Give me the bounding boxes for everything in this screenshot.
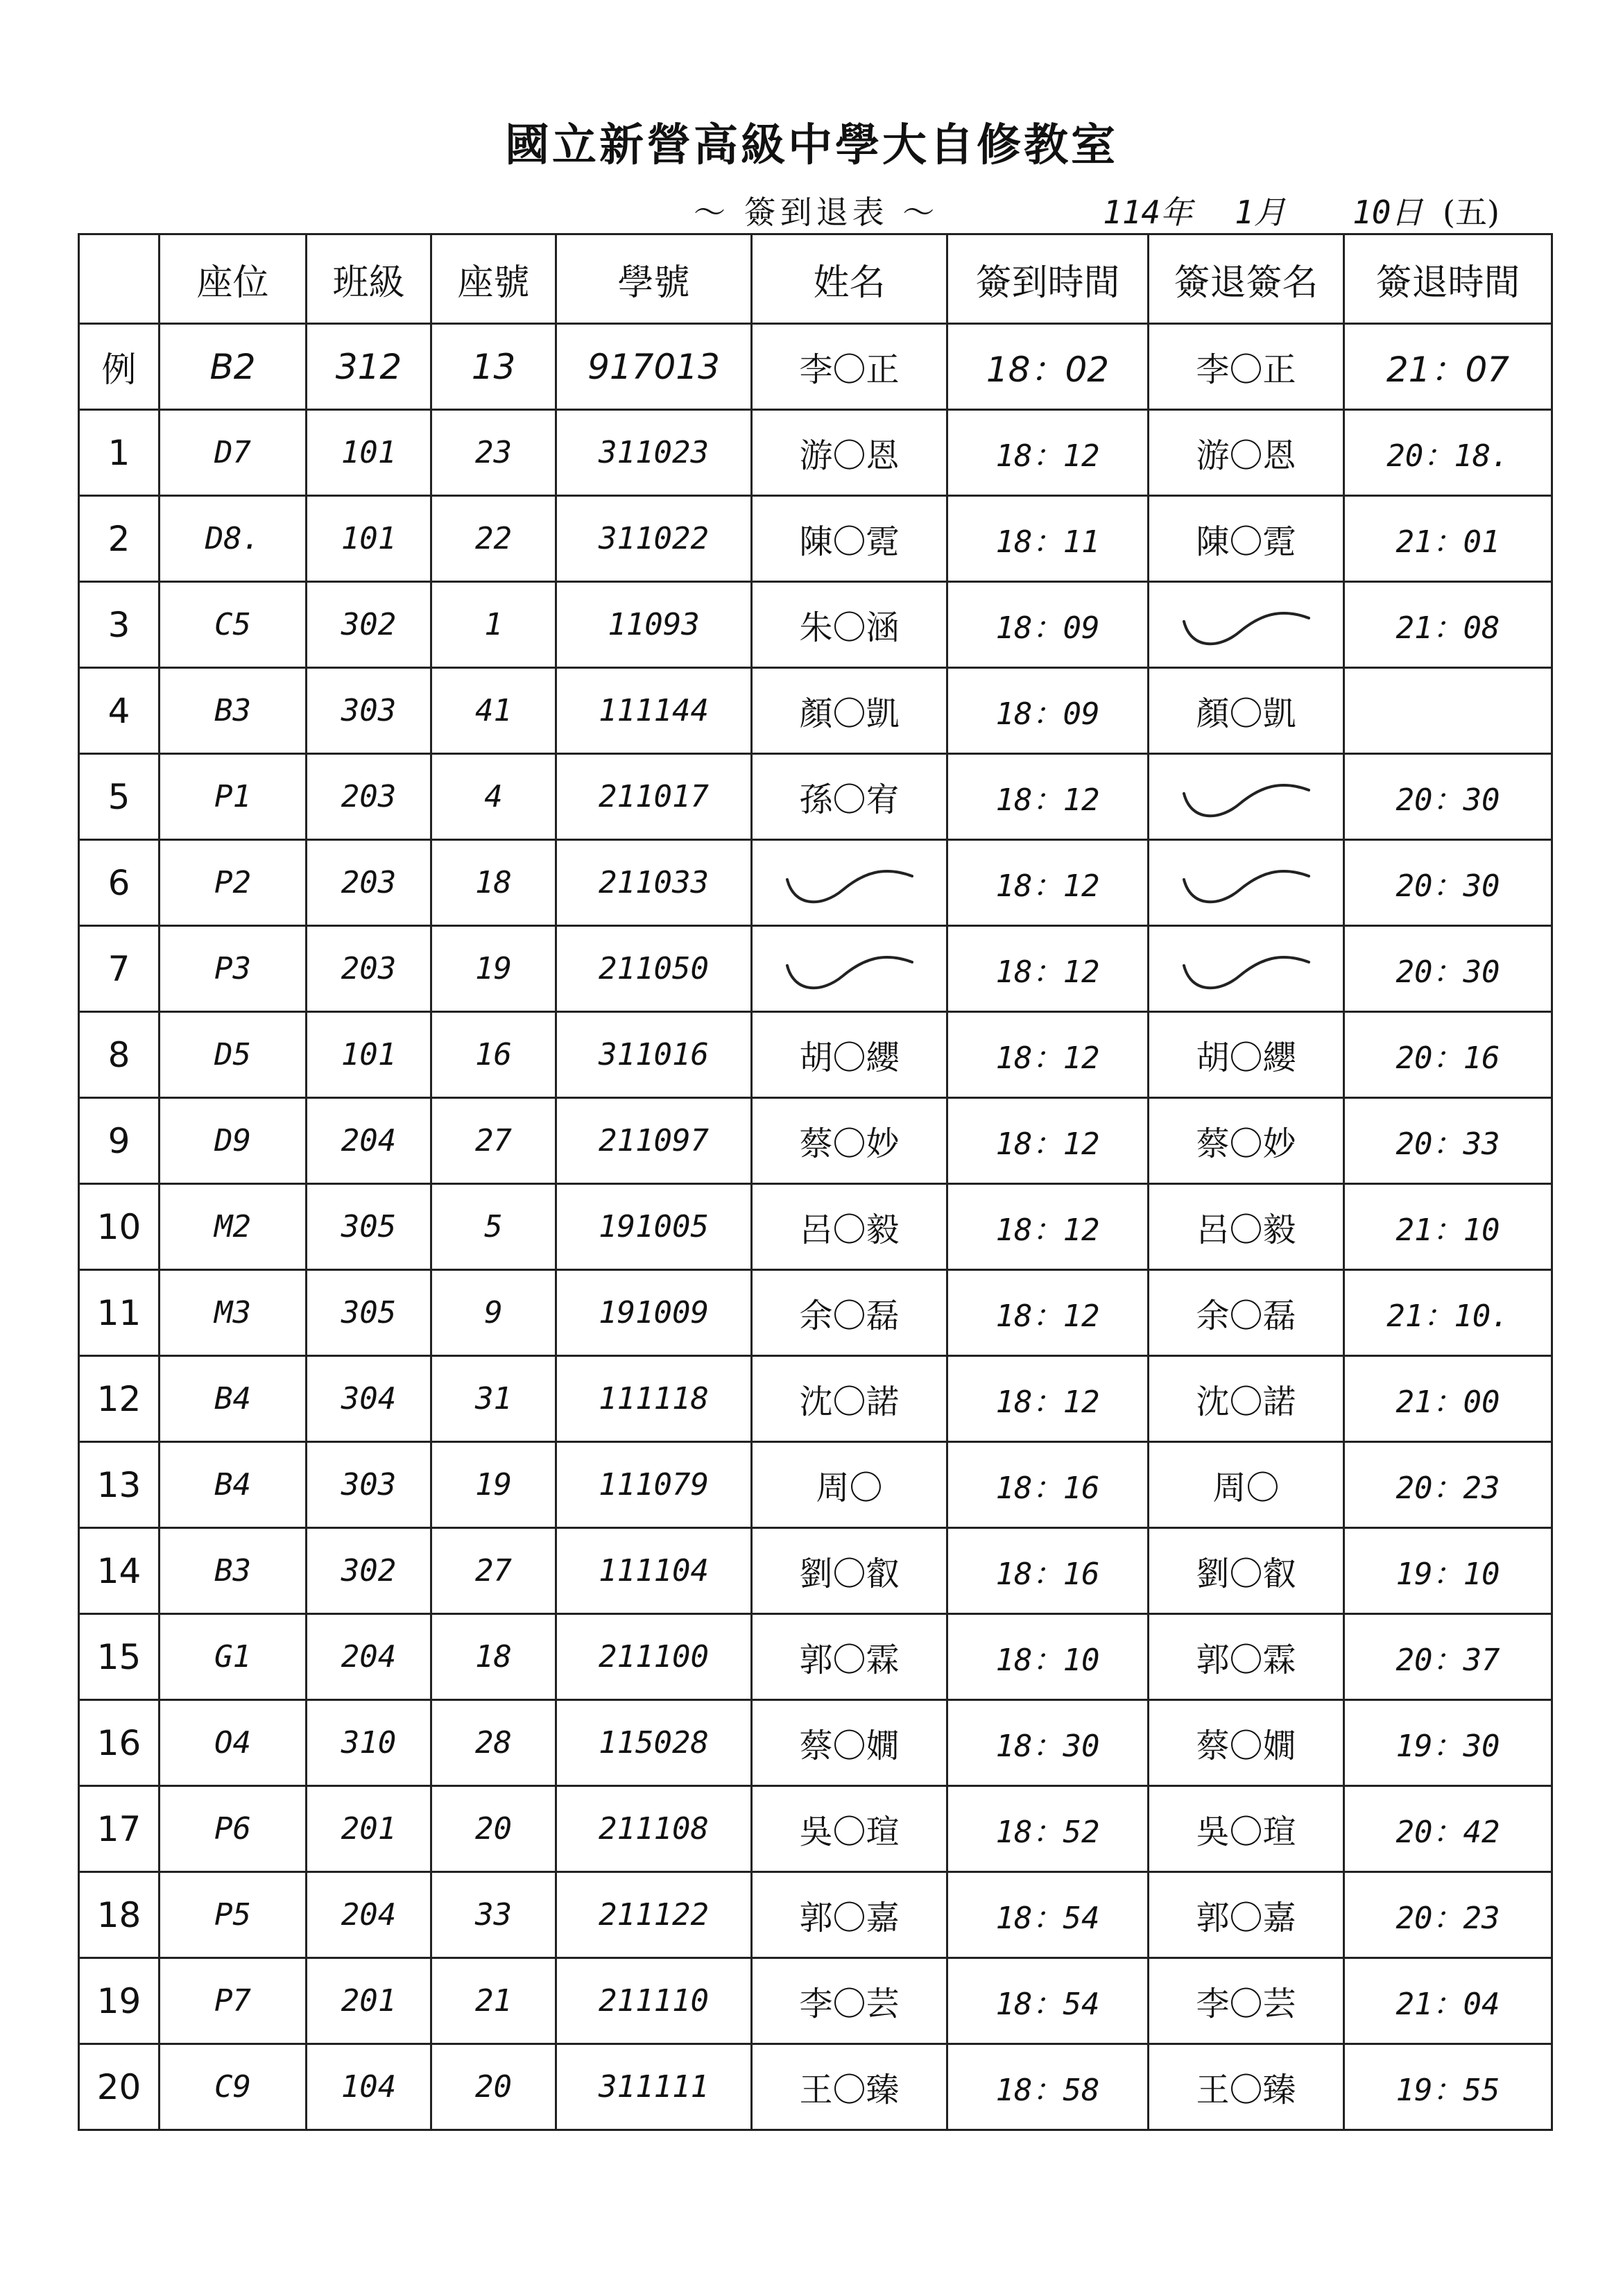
checkout-signature-cell: 劉〇叡 <box>1149 1528 1344 1614</box>
checkout-time-cell: 20：23 <box>1344 1872 1552 1958</box>
class-cell: 303 <box>307 1442 431 1528</box>
checkin-time-cell: 18：52 <box>947 1786 1149 1872</box>
seat-no-cell: 19 <box>431 1442 556 1528</box>
checkin-time-cell: 18：12 <box>947 1012 1149 1098</box>
seat-cell: P1 <box>160 754 307 840</box>
checkout-time-cell: 20：16 <box>1344 1012 1552 1098</box>
name-cell <box>752 840 947 926</box>
checkout-signature-cell <box>1149 840 1344 926</box>
name-cell: 余〇磊 <box>752 1270 947 1356</box>
row-number: 2 <box>79 496 160 582</box>
table-row <box>79 1356 1552 1442</box>
checkout-time-cell <box>1344 668 1552 754</box>
signature-scribble <box>1177 773 1316 821</box>
name-cell: 郭〇嘉 <box>752 1872 947 1958</box>
seat-no-cell: 31 <box>431 1356 556 1442</box>
checkout-time-cell: 21：00 <box>1344 1356 1552 1442</box>
seat-no-cell: 27 <box>431 1528 556 1614</box>
name-cell: 王〇臻 <box>752 2044 947 2130</box>
checkout-time-cell: 20：30 <box>1344 926 1552 1012</box>
row-number: 6 <box>79 840 160 926</box>
row-number: 8 <box>79 1012 160 1098</box>
seat-cell: P3 <box>160 926 307 1012</box>
checkout-time-cell: 19：30 <box>1344 1700 1552 1786</box>
student-id-cell: 211033 <box>556 840 752 926</box>
signature-scribble <box>1177 859 1316 907</box>
name-cell: 胡〇纓 <box>752 1012 947 1098</box>
checkout-time-cell: 20：30 <box>1344 840 1552 926</box>
seat-cell: O4 <box>160 1700 307 1786</box>
class-cell: 305 <box>307 1184 431 1270</box>
class-cell: 104 <box>307 2044 431 2130</box>
checkout-signature-cell: 胡〇纓 <box>1149 1012 1344 1098</box>
row-number: 20 <box>79 2044 160 2130</box>
table-row <box>79 1442 1552 1528</box>
header-name: 姓名 <box>752 234 947 324</box>
class-cell: 304 <box>307 1356 431 1442</box>
checkout-signature-cell: 游〇恩 <box>1149 410 1344 496</box>
seat-cell: C5 <box>160 582 307 668</box>
checkin-time-cell: 18：10 <box>947 1614 1149 1700</box>
student-id-cell: 111118 <box>556 1356 752 1442</box>
sheet-title: 國立新營高級中學大自修教室 <box>505 119 1118 171</box>
student-id-cell: 211017 <box>556 754 752 840</box>
checkout-time-cell: 21：10. <box>1344 1270 1552 1356</box>
seat-no-cell: 16 <box>431 1012 556 1098</box>
table-row <box>79 1958 1552 2044</box>
row-number: 18 <box>79 1872 160 1958</box>
checkout-signature-cell <box>1149 754 1344 840</box>
header-seat-no: 座號 <box>431 234 556 324</box>
date-year: 114年 <box>1103 194 1193 231</box>
header-seat: 座位 <box>160 234 307 324</box>
checkout-time-cell: 20：18. <box>1344 410 1552 496</box>
checkout-signature-cell: 郭〇嘉 <box>1149 1872 1344 1958</box>
table-row <box>79 1270 1552 1356</box>
header-cell <box>79 234 160 324</box>
checkin-time-cell: 18：30 <box>947 1700 1149 1786</box>
checkout-time-cell: 20：23 <box>1344 1442 1552 1528</box>
class-cell: 101 <box>307 1012 431 1098</box>
signature-scribble <box>780 945 919 993</box>
seat-cell: B4 <box>160 1356 307 1442</box>
checkin-time-cell: 18：16 <box>947 1528 1149 1614</box>
student-id-cell: 311016 <box>556 1012 752 1098</box>
header-row <box>79 234 1552 324</box>
class-cell: 312 <box>307 324 431 410</box>
row-number: 15 <box>79 1614 160 1700</box>
checkin-time-cell: 18：11 <box>947 496 1149 582</box>
checkout-signature-cell: 顏〇凱 <box>1149 668 1344 754</box>
class-cell: 203 <box>307 926 431 1012</box>
table-row <box>79 668 1552 754</box>
signature-scribble <box>1177 945 1316 993</box>
class-cell: 303 <box>307 668 431 754</box>
checkin-time-cell: 18：12 <box>947 1098 1149 1184</box>
checkin-time-cell: 18：02 <box>947 324 1149 410</box>
table-row <box>79 410 1552 496</box>
table-row <box>79 1614 1552 1700</box>
seat-cell: P5 <box>160 1872 307 1958</box>
seat-cell: M3 <box>160 1270 307 1356</box>
row-number: 19 <box>79 1958 160 2044</box>
checkin-time-cell: 18：12 <box>947 410 1149 496</box>
checkout-signature-cell <box>1149 926 1344 1012</box>
checkout-signature-cell <box>1149 582 1344 668</box>
header-student-id: 學號 <box>556 234 752 324</box>
student-id-cell: 211122 <box>556 1872 752 1958</box>
signature-scribble <box>780 859 919 907</box>
name-cell: 呂〇毅 <box>752 1184 947 1270</box>
name-cell: 周〇 <box>752 1442 947 1528</box>
signin-table <box>78 233 1553 2131</box>
student-id-cell: 111104 <box>556 1528 752 1614</box>
row-number: 17 <box>79 1786 160 1872</box>
checkout-time-cell: 20：42 <box>1344 1786 1552 1872</box>
checkout-time-cell: 20：33 <box>1344 1098 1552 1184</box>
checkin-time-cell: 18：12 <box>947 754 1149 840</box>
class-cell: 101 <box>307 410 431 496</box>
checkout-time-cell: 19：55 <box>1344 2044 1552 2130</box>
table-row <box>79 840 1552 926</box>
table-row <box>79 1700 1552 1786</box>
row-number: 16 <box>79 1700 160 1786</box>
student-id-cell: 11093 <box>556 582 752 668</box>
checkout-signature-cell: 郭〇霖 <box>1149 1614 1344 1700</box>
seat-cell: B4 <box>160 1442 307 1528</box>
checkout-signature-cell: 余〇磊 <box>1149 1270 1344 1356</box>
student-id-cell: 211108 <box>556 1786 752 1872</box>
row-number: 7 <box>79 926 160 1012</box>
seat-cell: G1 <box>160 1614 307 1700</box>
checkout-signature-cell: 周〇 <box>1149 1442 1344 1528</box>
row-number: 例 <box>79 324 160 410</box>
checkin-time-cell: 18：12 <box>947 1184 1149 1270</box>
name-cell: 孫〇宥 <box>752 754 947 840</box>
seat-cell: B3 <box>160 1528 307 1614</box>
student-id-cell: 211100 <box>556 1614 752 1700</box>
seat-cell: P2 <box>160 840 307 926</box>
table-row <box>79 1786 1552 1872</box>
seat-no-cell: 13 <box>431 324 556 410</box>
seat-no-cell: 9 <box>431 1270 556 1356</box>
checkout-signature-cell: 蔡〇妙 <box>1149 1098 1344 1184</box>
class-cell: 302 <box>307 582 431 668</box>
row-number: 5 <box>79 754 160 840</box>
checkin-time-cell: 18：12 <box>947 840 1149 926</box>
row-number: 1 <box>79 410 160 496</box>
seat-no-cell: 4 <box>431 754 556 840</box>
row-number: 13 <box>79 1442 160 1528</box>
checkin-time-cell: 18：12 <box>947 1356 1149 1442</box>
date-month: 1月 <box>1235 194 1286 231</box>
seat-cell: B3 <box>160 668 307 754</box>
class-cell: 305 <box>307 1270 431 1356</box>
date-day: 10日 <box>1352 194 1423 231</box>
seat-no-cell: 5 <box>431 1184 556 1270</box>
class-cell: 101 <box>307 496 431 582</box>
checkout-signature-cell: 呂〇毅 <box>1149 1184 1344 1270</box>
seat-cell: P6 <box>160 1786 307 1872</box>
checkout-time-cell: 21：10 <box>1344 1184 1552 1270</box>
student-id-cell: 917013 <box>556 324 752 410</box>
student-id-cell: 191005 <box>556 1184 752 1270</box>
table-row <box>79 1012 1552 1098</box>
row-number: 9 <box>79 1098 160 1184</box>
signature-scribble <box>1177 601 1316 649</box>
checkout-time-cell: 20：37 <box>1344 1614 1552 1700</box>
checkout-signature-cell: 吳〇瑄 <box>1149 1786 1344 1872</box>
checkout-time-cell: 21：04 <box>1344 1958 1552 2044</box>
class-cell: 201 <box>307 1958 431 2044</box>
class-cell: 302 <box>307 1528 431 1614</box>
class-cell: 310 <box>307 1700 431 1786</box>
name-cell: 顏〇凱 <box>752 668 947 754</box>
name-cell: 游〇恩 <box>752 410 947 496</box>
student-id-cell: 211110 <box>556 1958 752 2044</box>
checkin-time-cell: 18：16 <box>947 1442 1149 1528</box>
seat-no-cell: 27 <box>431 1098 556 1184</box>
example-row <box>79 324 1552 410</box>
checkout-signature-cell: 沈〇諾 <box>1149 1356 1344 1442</box>
student-id-cell: 191009 <box>556 1270 752 1356</box>
table-row <box>79 754 1552 840</box>
name-cell: 劉〇叡 <box>752 1528 947 1614</box>
name-cell: 沈〇諾 <box>752 1356 947 1442</box>
student-id-cell: 311022 <box>556 496 752 582</box>
checkin-time-cell: 18：12 <box>947 926 1149 1012</box>
checkout-signature-cell: 王〇臻 <box>1149 2044 1344 2130</box>
seat-cell: B2 <box>160 324 307 410</box>
checkout-signature-cell: 蔡〇嫺 <box>1149 1700 1344 1786</box>
seat-no-cell: 33 <box>431 1872 556 1958</box>
table-row <box>79 1528 1552 1614</box>
name-cell: 蔡〇妙 <box>752 1098 947 1184</box>
table-row <box>79 2044 1552 2130</box>
seat-cell: M2 <box>160 1184 307 1270</box>
seat-no-cell: 19 <box>431 926 556 1012</box>
row-number: 10 <box>79 1184 160 1270</box>
name-cell <box>752 926 947 1012</box>
checkin-time-cell: 18：12 <box>947 1270 1149 1356</box>
checkin-time-cell: 18：58 <box>947 2044 1149 2130</box>
checkout-time-cell: 21：01 <box>1344 496 1552 582</box>
header-class: 班級 <box>307 234 431 324</box>
seat-cell: D7 <box>160 410 307 496</box>
seat-no-cell: 20 <box>431 2044 556 2130</box>
seat-no-cell: 23 <box>431 410 556 496</box>
name-cell: 陳〇霓 <box>752 496 947 582</box>
checkout-signature-cell: 陳〇霓 <box>1149 496 1344 582</box>
checkout-time-cell: 19：10 <box>1344 1528 1552 1614</box>
seat-cell: D5 <box>160 1012 307 1098</box>
seat-cell: C9 <box>160 2044 307 2130</box>
student-id-cell: 115028 <box>556 1700 752 1786</box>
checkin-time-cell: 18：54 <box>947 1958 1149 2044</box>
name-cell: 吳〇瑄 <box>752 1786 947 1872</box>
checkout-time-cell: 20：30 <box>1344 754 1552 840</box>
checkin-time-cell: 18：09 <box>947 668 1149 754</box>
name-cell: 郭〇霖 <box>752 1614 947 1700</box>
date-weekday: (五) <box>1443 194 1500 231</box>
class-cell: 204 <box>307 1614 431 1700</box>
seat-no-cell: 28 <box>431 1700 556 1786</box>
row-number: 14 <box>79 1528 160 1614</box>
checkout-signature-cell: 李〇正 <box>1149 324 1344 410</box>
seat-no-cell: 18 <box>431 840 556 926</box>
row-number: 12 <box>79 1356 160 1442</box>
seat-cell: D8. <box>160 496 307 582</box>
class-cell: 203 <box>307 754 431 840</box>
row-number: 3 <box>79 582 160 668</box>
student-id-cell: 311023 <box>556 410 752 496</box>
class-cell: 204 <box>307 1098 431 1184</box>
table-row <box>79 582 1552 668</box>
sheet-subtitle: ～ 簽到退表 ～ <box>694 194 939 231</box>
name-cell: 蔡〇嫺 <box>752 1700 947 1786</box>
seat-no-cell: 21 <box>431 1958 556 2044</box>
name-cell: 李〇正 <box>752 324 947 410</box>
table-row <box>79 496 1552 582</box>
student-id-cell: 211050 <box>556 926 752 1012</box>
student-id-cell: 111144 <box>556 668 752 754</box>
class-cell: 204 <box>307 1872 431 1958</box>
table-row <box>79 1184 1552 1270</box>
row-number: 11 <box>79 1270 160 1356</box>
seat-cell: D9 <box>160 1098 307 1184</box>
header-checkout-signature: 簽退簽名 <box>1149 234 1344 324</box>
header-checkin-time: 簽到時間 <box>947 234 1149 324</box>
seat-no-cell: 18 <box>431 1614 556 1700</box>
student-id-cell: 111079 <box>556 1442 752 1528</box>
student-id-cell: 211097 <box>556 1098 752 1184</box>
table-row <box>79 926 1552 1012</box>
checkin-time-cell: 18：54 <box>947 1872 1149 1958</box>
header-checkout-time: 簽退時間 <box>1344 234 1552 324</box>
checkin-time-cell: 18：09 <box>947 582 1149 668</box>
checkout-time-cell: 21：07 <box>1344 324 1552 410</box>
class-cell: 201 <box>307 1786 431 1872</box>
table-row <box>79 1098 1552 1184</box>
seat-cell: P7 <box>160 1958 307 2044</box>
student-id-cell: 311111 <box>556 2044 752 2130</box>
class-cell: 203 <box>307 840 431 926</box>
seat-no-cell: 22 <box>431 496 556 582</box>
table-row <box>79 1872 1552 1958</box>
seat-no-cell: 41 <box>431 668 556 754</box>
seat-no-cell: 1 <box>431 582 556 668</box>
seat-no-cell: 20 <box>431 1786 556 1872</box>
name-cell: 朱〇涵 <box>752 582 947 668</box>
name-cell: 李〇芸 <box>752 1958 947 2044</box>
row-number: 4 <box>79 668 160 754</box>
date-line <box>1103 187 1547 229</box>
checkout-signature-cell: 李〇芸 <box>1149 1958 1344 2044</box>
checkout-time-cell: 21：08 <box>1344 582 1552 668</box>
